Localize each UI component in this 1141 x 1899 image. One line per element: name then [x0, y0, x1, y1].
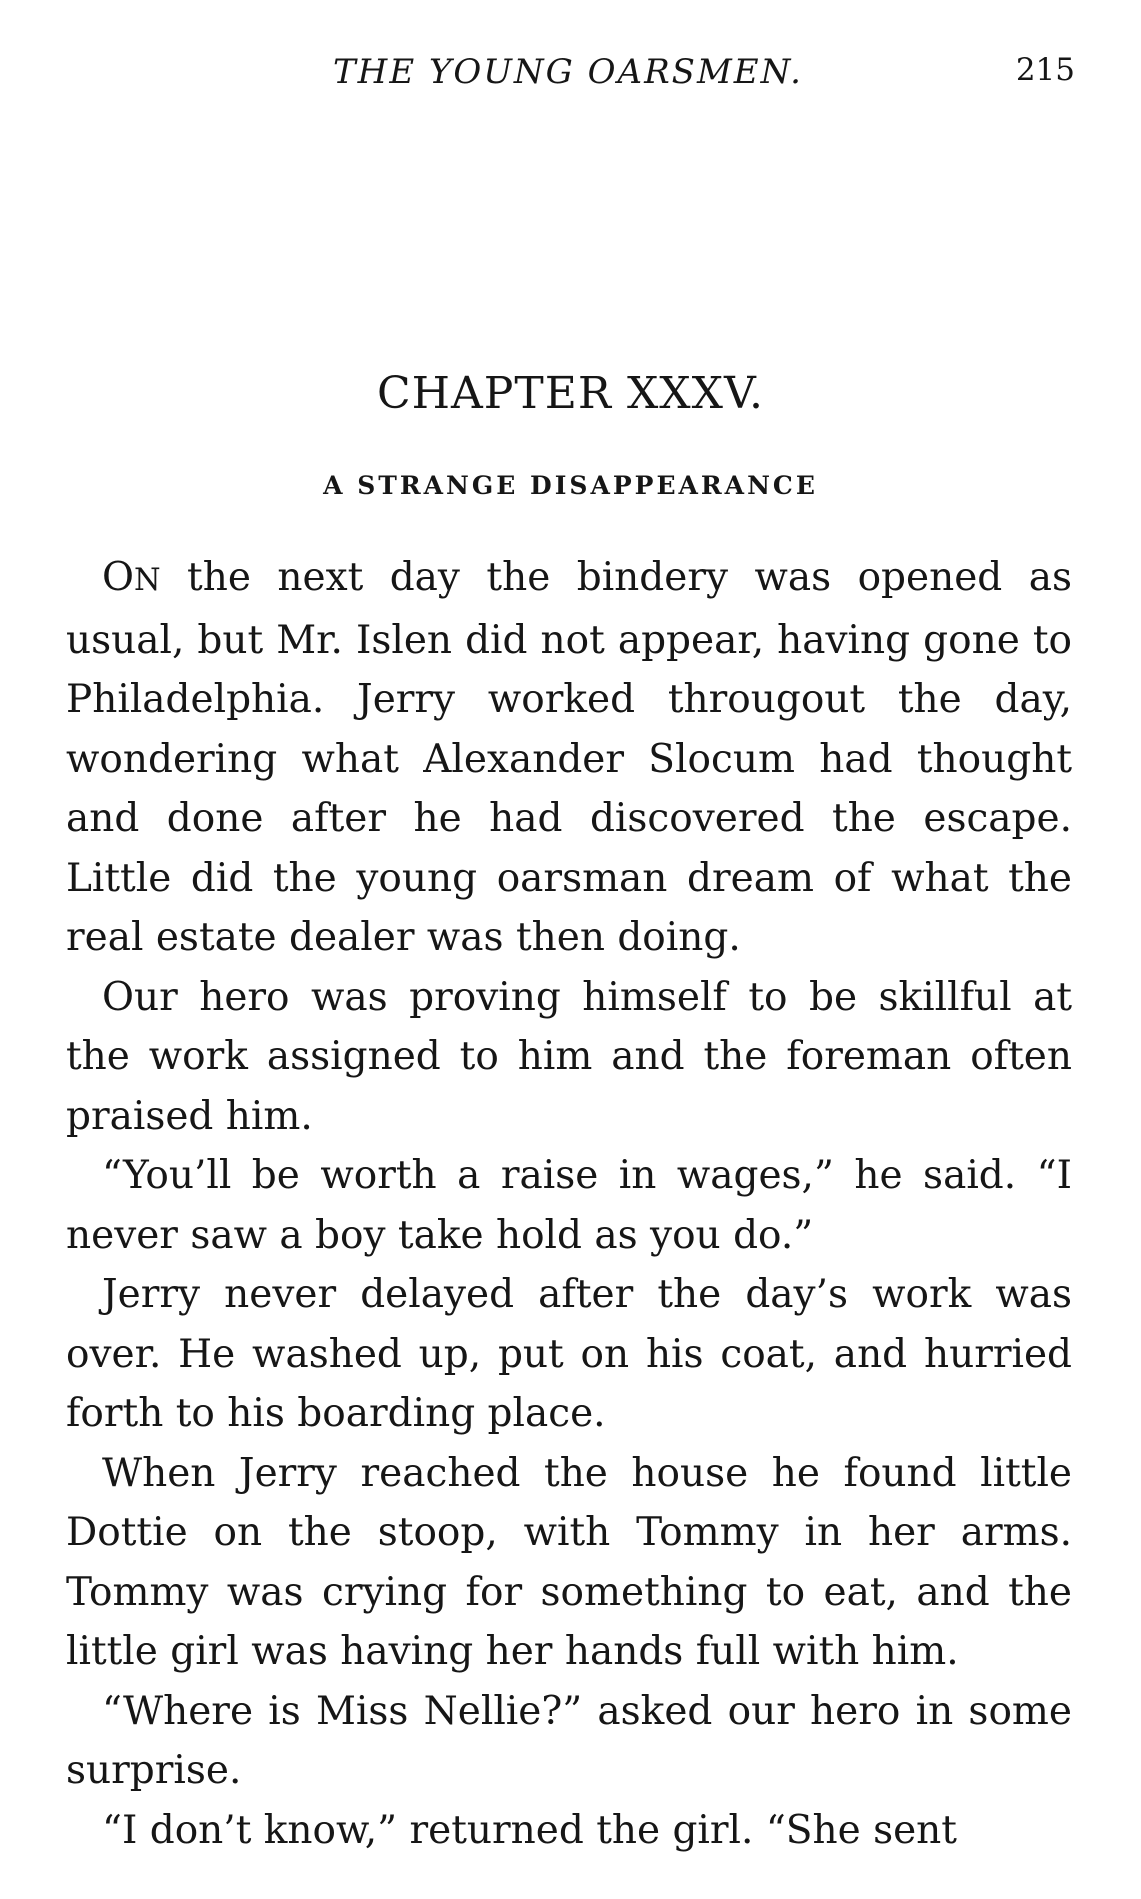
body-text: [66, 548, 1072, 1860]
chapter-title: CHAPTER XXXV.: [376, 368, 765, 419]
opening-letter: O: [102, 555, 134, 600]
opening-small-caps: N: [133, 563, 161, 598]
paragraph-1: [66, 548, 1072, 968]
running-head: [66, 52, 1075, 98]
running-title: THE YOUNG OARSMEN.: [333, 52, 803, 92]
paragraph-7: “I don’t know,” returned the girl. “She sent: [102, 1807, 957, 1853]
paragraph-3: “You’ll be worth a raise in wages,” he said. “I never saw a boy take hold as you do.”: [66, 1153, 1072, 1258]
chapter-subtitle: A STRANGE DISAPPEARANCE: [323, 471, 818, 500]
page-number: 215: [1015, 52, 1075, 88]
paragraph-6: “Where is Miss Nellie?” asked our hero in some surprise.: [66, 1688, 1072, 1793]
paragraph-5: When Jerry reached the house he found little Dottie on the stoop, with Tommy in her arms. Tommy was crying for something to eat, and the little girl was having her hands full with him.: [66, 1450, 1072, 1674]
paragraph-2: Our hero was proving himself to be skillful at the work assigned to him and the foreman often praised him.: [66, 974, 1072, 1139]
paragraph-4: Jerry never delayed after the day’s work was over. He washed up, put on his coat, and hurried forth to his boarding place.: [66, 1272, 1072, 1436]
paragraph-1-text: the next day the bindery was opened as usual, but Mr. Islen did not appear, having gone to Philadelphia. Jerry worked througout the day, wondering what Alexander Slocum had thought and done after he had discovered the escape. Little did the young oarsman dream of what the real estate dealer was then doing.: [66, 555, 1072, 960]
